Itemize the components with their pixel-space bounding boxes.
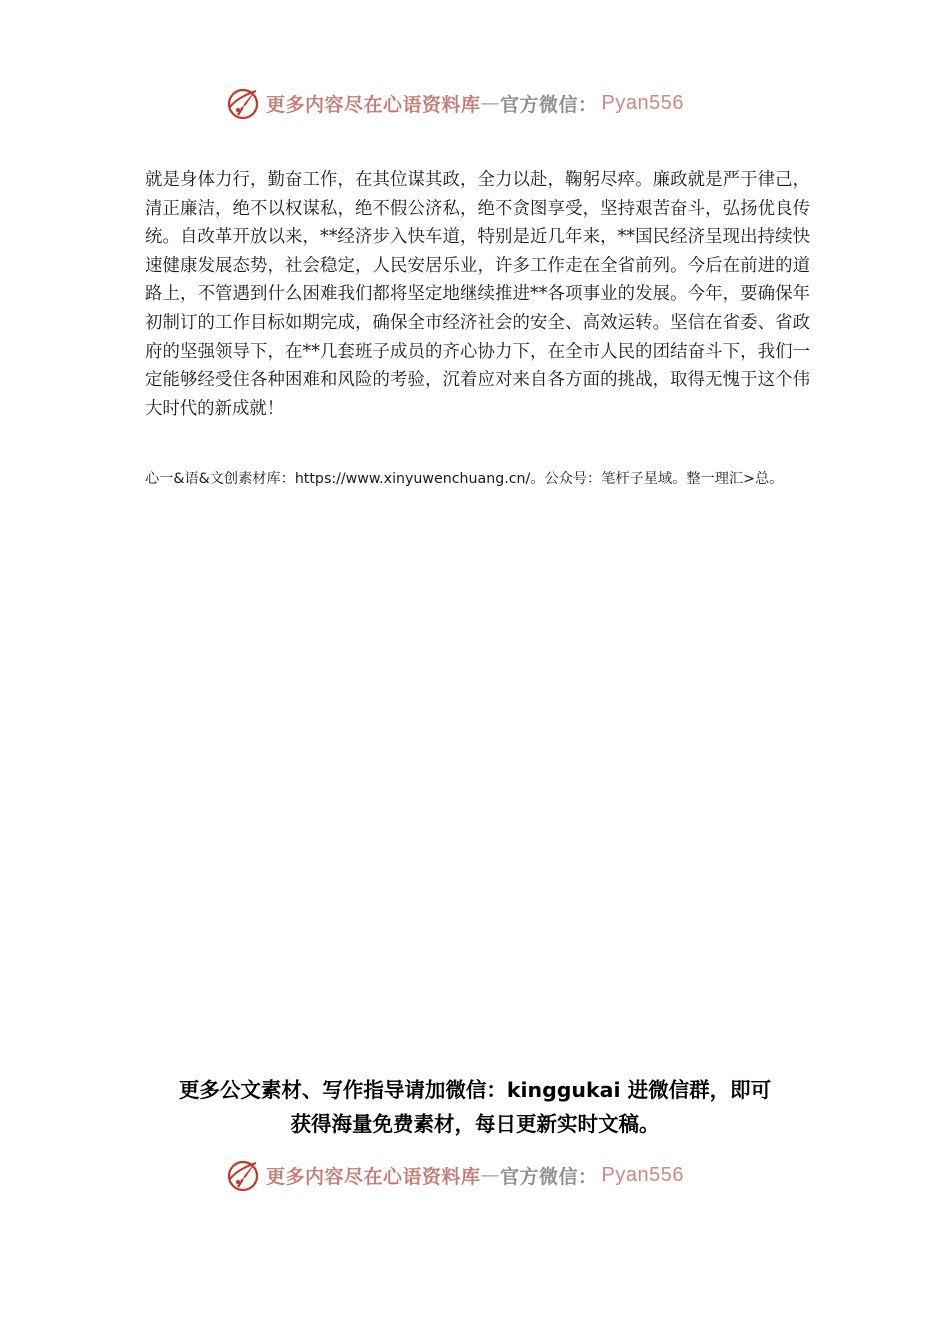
- banner-site-name: 更多内容尽在心语资料库: [266, 1165, 481, 1188]
- quill-pen-logo-icon: [226, 1157, 262, 1193]
- quill-pen-logo-icon: [226, 85, 262, 121]
- banner-wechat-id: Pyan556: [601, 1163, 684, 1186]
- banner-wechat-label: 官方微信：: [500, 93, 598, 116]
- promo-line-1: 更多公文素材、写作指导请加微信：kinggukai 进微信群，即可: [178, 1078, 772, 1102]
- footer-banner: [226, 1155, 684, 1195]
- header-banner: [226, 83, 684, 123]
- promo-block: [100, 1073, 850, 1141]
- promo-line-2: 获得海量免费素材，每日更新实时文稿。: [290, 1112, 660, 1136]
- banner-wechat-label: 官方微信：: [500, 1165, 598, 1188]
- banner-wechat-id: Pyan556: [601, 91, 684, 114]
- body-paragraph: 就是身体力行，勤奋工作，在其位谋其政，全力以赴，鞠躬尽瘁。廉政就是严于律己，清正廉洁，绝不以权谋私，绝不假公济私，绝不贪图享受，坚持艰苦奋斗，弘扬优良传统。自改革开放以来，**经济步入快车道，特别是近几年来，**国民经济呈现出持续快速健康发展态势，社会稳定，人民安居乐业，许多工作走在全省前列。今后在前进的道路上，不管遇到什么困难我们都将坚定地继续推进**各项事业的发展。今年，要确保年初制订的工作目标如期完成，确保全市经济社会的安全、高效运转。坚信在省委、省政府的坚强领导下，在**几套班子成员的齐心协力下，在全市人民的团结奋斗下，我们一定能够经受住各种困难和风险的考验，沉着应对来自各方面的挑战，取得无愧于这个伟大时代的新成就！: [145, 170, 810, 419]
- source-note: 心一&语&文创素材库：https://www.xinyuwenchuang.cn/。公众号：笔杆子星域。整一理汇>总。: [145, 471, 784, 487]
- banner-dash: —: [480, 1164, 501, 1186]
- banner-site-name: 更多内容尽在心语资料库: [266, 93, 481, 116]
- banner-dash: —: [480, 92, 501, 114]
